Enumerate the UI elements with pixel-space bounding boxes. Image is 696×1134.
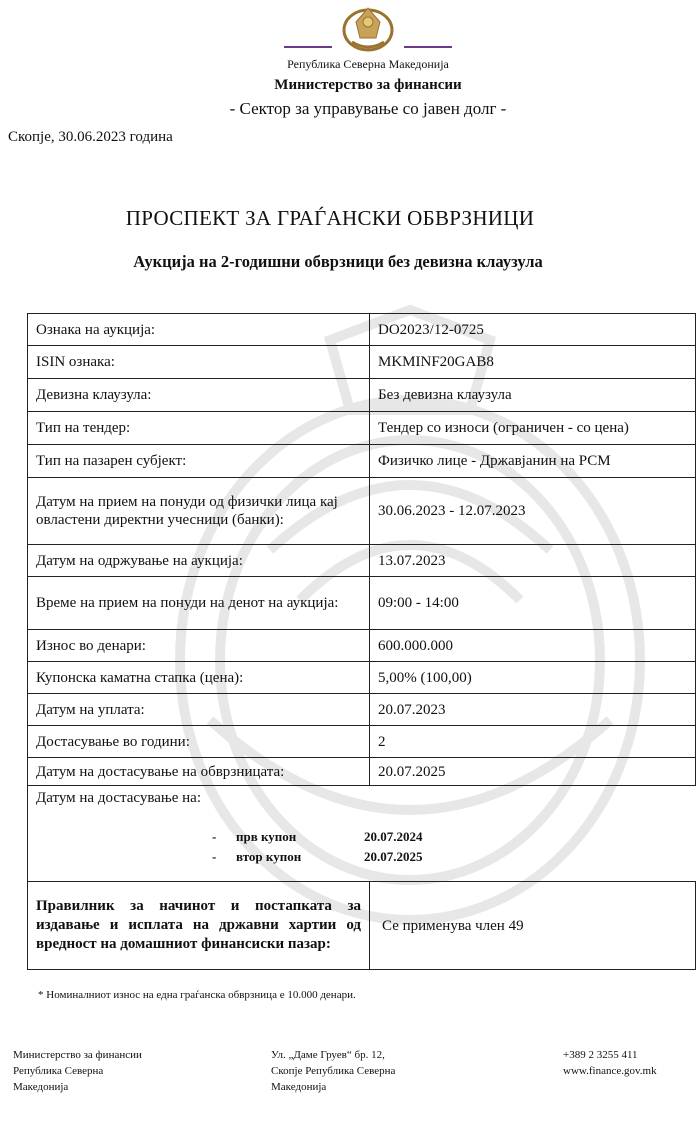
row-label: ISIN ознака: — [28, 346, 370, 379]
table-row — [28, 662, 696, 694]
row-label: Датум на прием на понуди од физички лица кај овластени директни учесници (банки): — [28, 478, 370, 545]
coupon-cell — [28, 786, 696, 882]
row-value: DO2023/12-0725 — [370, 314, 696, 346]
place-date: Скопје, 30.06.2023 година — [8, 129, 173, 145]
coupon-item — [212, 828, 423, 846]
row-value: 20.07.2025 — [370, 758, 696, 786]
row-label: Датум на одржување на аукција: — [28, 545, 370, 577]
footer-line: Република Северна — [13, 1065, 104, 1077]
table-row — [28, 379, 696, 412]
row-label: Време на прием на понуди на денот на аукција: — [28, 577, 370, 630]
coupon-date: 20.07.2024 — [364, 829, 423, 844]
coupon-title: Датум на достасување на: — [36, 790, 202, 806]
row-label: Достасување во години: — [28, 726, 370, 758]
row-value: 09:00 - 14:00 — [370, 577, 696, 630]
footer-line: Македонија — [271, 1081, 327, 1093]
footer-line: Министерство за финансии — [13, 1049, 142, 1061]
row-label: Датум на достасување на обврзницата: — [28, 758, 370, 786]
footer-phone: +389 2 3255 411 — [563, 1049, 638, 1061]
footer-address-ministry — [13, 1047, 142, 1095]
sector-name: - Сектор за управување со јавен долг - — [229, 99, 507, 118]
table-row — [28, 445, 696, 478]
row-value: 5,00% (100,00) — [370, 662, 696, 694]
document-title: ПРОСПЕКТ ЗА ГРАЃАНСКИ ОБВРЗНИЦИ — [125, 206, 535, 230]
row-value: MKMINF20GAB8 — [370, 346, 696, 379]
header-line-left — [284, 46, 332, 48]
table-row — [28, 726, 696, 758]
row-label: Ознака на аукција: — [28, 314, 370, 346]
table-row — [28, 577, 696, 630]
footer-line: Македонија — [13, 1081, 69, 1093]
coupon-item — [212, 848, 423, 866]
footer-contact — [563, 1047, 657, 1079]
header-line-right — [404, 46, 452, 48]
coupon-label: прв купон — [236, 829, 297, 844]
row-value: 600.000.000 — [370, 630, 696, 662]
regulation-value: Се применува член 49 — [370, 882, 696, 970]
row-value: Тендер со износи (ограничен - со цена) — [370, 412, 696, 445]
auction-info-table — [27, 313, 696, 970]
row-label: Девизна клаузула: — [28, 379, 370, 412]
regulation-label: Правилник за начинот и постапката за издавање и исплата на државни хартии од вредност на домашниот финансиски пазар: — [28, 882, 370, 970]
coupon-dash: - — [212, 829, 217, 844]
row-value: Без девизна клаузула — [370, 379, 696, 412]
table-row — [28, 314, 696, 346]
table-row — [28, 694, 696, 726]
coupon-label: втор купон — [236, 849, 302, 864]
row-value: 2 — [370, 726, 696, 758]
table-row — [28, 412, 696, 445]
footer-line: Скопје Република Северна — [271, 1065, 396, 1077]
coupon-row — [28, 786, 696, 882]
row-value: 13.07.2023 — [370, 545, 696, 577]
coat-of-arms-icon — [338, 0, 398, 52]
footnote: * Номиналниот износ на една граѓанска обврзница е 10.000 денари. — [38, 989, 356, 1001]
row-value: 20.07.2023 — [370, 694, 696, 726]
coupon-date: 20.07.2025 — [364, 849, 423, 864]
ministry-name: Министерство за финансии — [274, 77, 462, 93]
table-row — [28, 478, 696, 545]
table-row — [28, 882, 696, 970]
table-row — [28, 545, 696, 577]
row-label: Тип на пазарен субјект: — [28, 445, 370, 478]
footer-website: www.finance.gov.mk — [563, 1065, 657, 1077]
table-row — [28, 346, 696, 379]
row-label: Купонска каматна стапка (цена): — [28, 662, 370, 694]
table-row — [28, 630, 696, 662]
document-subtitle: Аукција на 2-годишни обврзници без девизна клаузула — [133, 252, 543, 271]
row-label: Тип на тендер: — [28, 412, 370, 445]
coupon-dash: - — [212, 849, 217, 864]
footer-line: Ул. „Даме Груев“ бр. 12, — [271, 1049, 385, 1061]
row-label: Датум на уплата: — [28, 694, 370, 726]
footer-address-street — [271, 1047, 395, 1095]
table-row — [28, 758, 696, 786]
row-label: Износ во денари: — [28, 630, 370, 662]
row-value: Физичко лице - Државјанин на РСМ — [370, 445, 696, 478]
row-value: 30.06.2023 - 12.07.2023 — [370, 478, 696, 545]
republic-name: Република Северна Македонија — [287, 57, 449, 71]
